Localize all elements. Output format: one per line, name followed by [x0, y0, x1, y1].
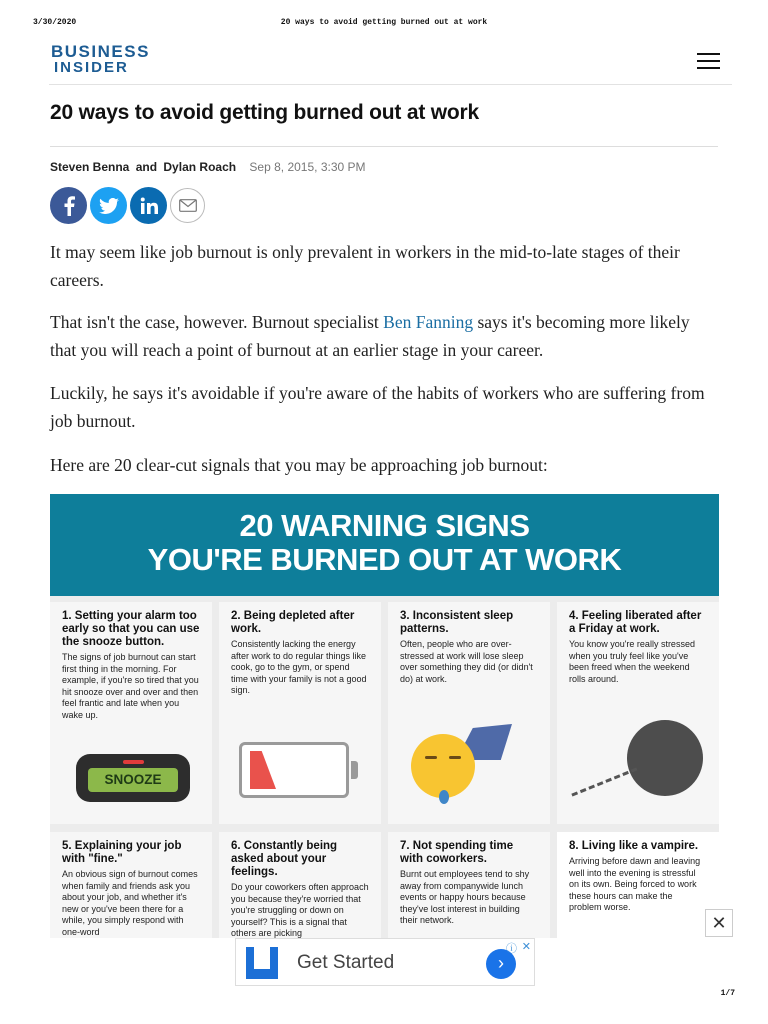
paragraph-text: says it's becoming more likely that you will reach a point of burnout at an earlier stage in your career.: [50, 312, 690, 360]
twitter-icon: [99, 198, 119, 214]
infographic-image: [50, 494, 719, 938]
email-icon: [179, 199, 197, 212]
twitter-share-button[interactable]: [90, 187, 127, 224]
facebook-share-button[interactable]: [50, 187, 87, 224]
byline: [50, 160, 366, 174]
alarm-clock-icon: [76, 754, 190, 802]
hamburger-menu-icon[interactable]: [697, 53, 720, 69]
site-header: [49, 44, 732, 85]
paragraph-text: That isn't the case, however. Burnout specialist: [50, 312, 384, 332]
article-paragraph: Luckily, he says it's avoidable if you're aware of the habits of workers who are suffering from job burnout.: [50, 383, 705, 431]
divider: [50, 146, 718, 147]
cell-text: Consistently lacking the energy after work to do regular things like cook, go to the gym, or spend time with your family is not a good sign.: [231, 639, 367, 695]
article-paragraph: It may seem like job burnout is only prevalent in workers in the mid-to-late stages of their careers.: [50, 242, 680, 290]
share-bar: [50, 187, 205, 224]
ben-fanning-link[interactable]: Ben Fanning: [383, 312, 474, 332]
business-insider-logo[interactable]: [51, 44, 150, 76]
ad-logo-icon: [246, 947, 278, 979]
article-paragraph: [50, 309, 720, 364]
cell-text: You know you're really stressed when you truly feel like you've been freed when the weekend rolls around.: [569, 639, 695, 684]
infographic-cell: [388, 832, 550, 938]
infographic-banner: [50, 494, 719, 596]
ad-close-icon[interactable]: ✕: [521, 941, 531, 953]
article-headline: 20 ways to avoid getting burned out at work: [50, 101, 479, 124]
article-paragraph: Here are 20 clear-cut signals that you may be approaching job burnout:: [50, 455, 548, 475]
print-date: 3/30/2020: [33, 18, 77, 27]
chevron-right-icon: ›: [498, 953, 504, 973]
infographic-cell: [50, 602, 212, 824]
advertisement[interactable]: [235, 938, 535, 986]
infographic-cell: [219, 602, 381, 824]
author-link[interactable]: Steven Benna: [50, 160, 130, 174]
cell-title: 4. Feeling liberated after a Friday at work.: [569, 610, 702, 635]
cell-text: The signs of job burnout can start first thing in the morning. For example, if you're so tired that you hit snooze over and over and then feel frantic and late when you wake up.: [62, 652, 199, 720]
cell-title: 7. Not spending time with coworkers.: [400, 840, 514, 865]
close-icon: ✕: [711, 913, 727, 933]
cell-title: 1. Setting your alarm too early so that you can use the snooze button.: [62, 610, 200, 648]
publish-date: Sep 8, 2015, 3:30 PM: [249, 160, 366, 174]
sleeping-face-icon: [411, 734, 475, 798]
infographic-title-line2: YOU'RE BURNED OUT AT WORK: [147, 542, 622, 577]
linkedin-icon: [140, 197, 158, 215]
snooze-label: SNOOZE: [88, 768, 178, 792]
ad-cta-text[interactable]: Get Started: [297, 952, 395, 973]
print-page-number: 1/7: [720, 989, 735, 998]
logo-line1: BUSINESS: [51, 42, 150, 61]
linkedin-share-button[interactable]: [130, 187, 167, 224]
cell-title: 6. Constantly being asked about your feelings.: [231, 840, 338, 878]
ad-banner: [50, 938, 719, 990]
print-title: 20 ways to avoid getting burned out at work: [280, 18, 488, 27]
cell-title: 8. Living like a vampire.: [569, 840, 699, 852]
cell-title: 5. Explaining your job with "fine.": [62, 840, 182, 865]
cell-title: 3. Inconsistent sleep patterns.: [400, 610, 514, 635]
infographic-cell: [388, 602, 550, 824]
cell-title: 2. Being depleted after work.: [231, 610, 355, 635]
logo-line2: INSIDER: [54, 59, 129, 76]
chain-icon: [571, 768, 642, 810]
adchoices-icon[interactable]: ⓘ: [506, 943, 517, 955]
infographic-cell: [557, 832, 719, 938]
close-ad-button[interactable]: [705, 909, 733, 937]
cell-text: An obvious sign of burnout comes when family and friends ask you about your job, and whether it's new or you've been there for a while, you simply respond with one-word: [62, 869, 198, 937]
byline-and: and: [135, 160, 158, 174]
infographic-title-line1: 20 WARNING SIGNS: [239, 508, 530, 543]
author-link[interactable]: Dylan Roach: [163, 160, 237, 174]
facebook-icon: [63, 196, 75, 216]
low-battery-icon: [239, 742, 349, 798]
cell-text: Often, people who are over-stressed at work will lose sleep over something they did (or didn't do) at work.: [400, 639, 533, 684]
cell-text: Arriving before dawn and leaving well into the evening is stressful on its own. Being forced to work these hours can make the problem worse.: [569, 856, 701, 912]
cell-text: Burnt out employees tend to shy away from companywide lunch events or happy hours because they've lost interest in building their network.: [400, 869, 530, 925]
print-header: [0, 18, 768, 32]
infographic-cell: [557, 602, 719, 824]
email-share-button[interactable]: [170, 188, 205, 223]
cell-text: Do your coworkers often approach you because they're worried that you're struggling or down on yourself? This is a signal that others are picking: [231, 882, 369, 938]
infographic-cell: [219, 832, 381, 938]
infographic-cell: [50, 832, 212, 938]
